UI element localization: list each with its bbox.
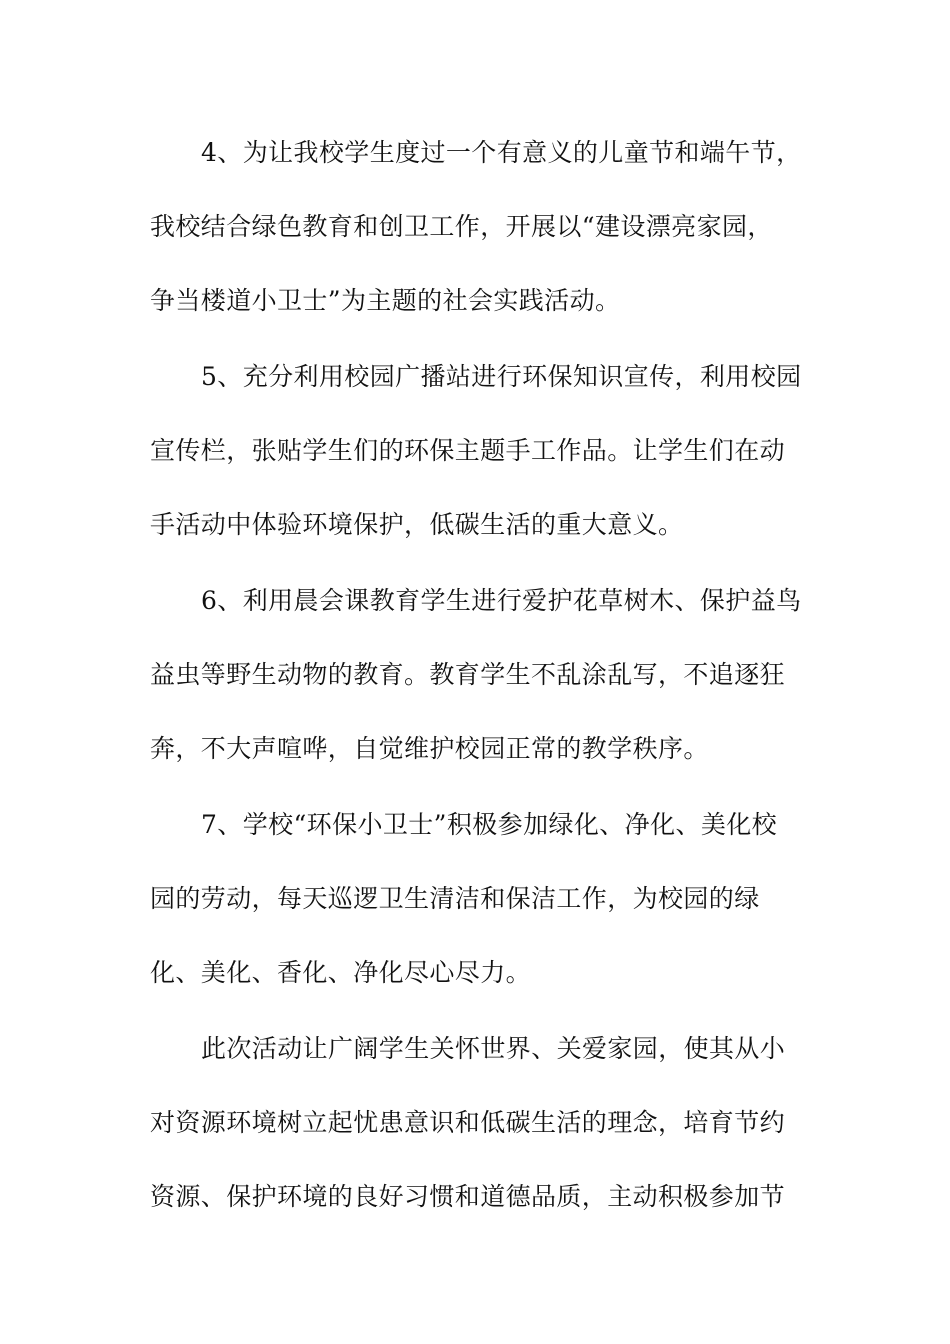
text-line: 7、学校“环保小卫士”积极参加绿化、净化、美化校: [201, 810, 778, 839]
text-line: 化、美化、香化、净化尽心尽力。: [150, 958, 532, 987]
text-line: 4、为让我校学生度过一个有意义的儿童节和端午节，: [201, 138, 802, 167]
text-line: 益虫等野生动物的教育。教育学生不乱涂乱写，不追逐狂: [150, 660, 786, 689]
text-line: 5、充分利用校园广播站进行环保知识宣传，利用校园: [201, 362, 802, 391]
text-line: 此次活动让广阔学生关怀世界、关爱家园，使其从小: [201, 1034, 786, 1063]
text-line: 奔，不大声喧哗，自觉维护校园正常的教学秩序。: [150, 734, 709, 763]
text-line: 对资源环境树立起忧患意识和低碳生活的理念，培育节约: [150, 1108, 786, 1137]
text-line: 资源、保护环境的良好习惯和道德品质，主动积极参加节: [150, 1182, 786, 1211]
text-line: 6、利用晨会课教育学生进行爱护花草树木、保护益鸟: [201, 586, 802, 615]
text-line: 园的劳动，每天巡逻卫生清洁和保洁工作，为校园的绿: [150, 884, 760, 913]
text-line: 宣传栏，张贴学生们的环保主题手工作品。让学生们在动: [150, 436, 786, 465]
text-line: 争当楼道小卫士”为主题的社会实践活动。: [150, 286, 621, 315]
text-line: 我校结合绿色教育和创卫工作，开展以“建设漂亮家园，: [150, 212, 773, 241]
text-line: 手活动中体验环境保护，低碳生活的重大意义。: [150, 510, 684, 539]
